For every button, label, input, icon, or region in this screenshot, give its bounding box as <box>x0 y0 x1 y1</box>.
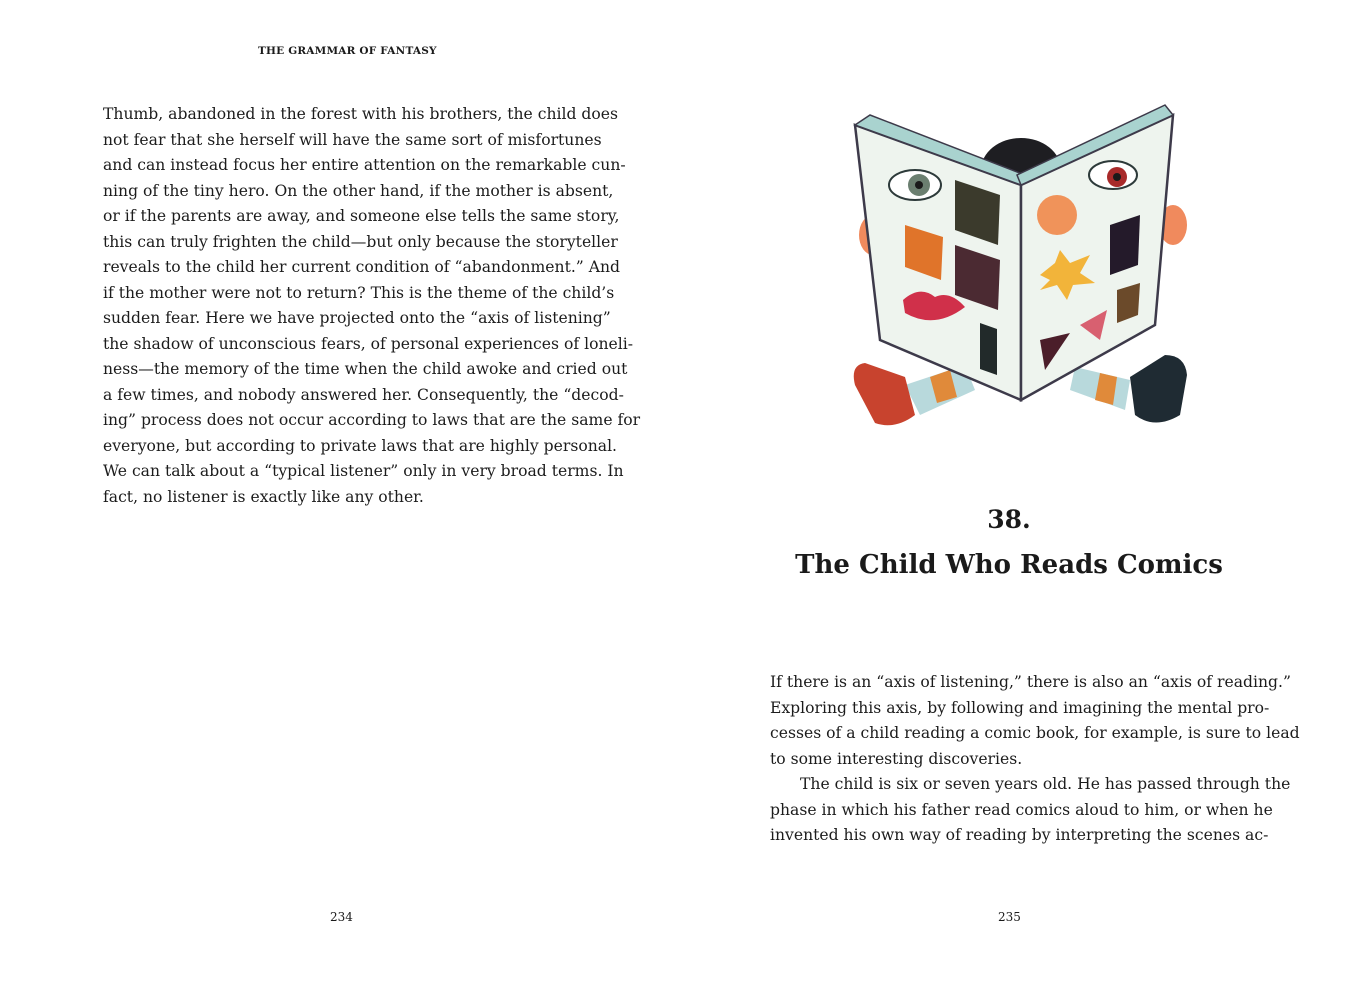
text-line: or if the parents are away, and someone else tells the same story, <box>103 207 620 225</box>
text-line: If there is an “axis of listening,” there is also an “axis of reading.” <box>770 673 1291 691</box>
text-line: ing” process does not occur according to laws that are the same for <box>103 411 641 429</box>
text-line: ness—the memory of the time when the child awoke and cried out <box>103 360 628 378</box>
text-line: phase in which his father read comics aloud to him, or when he <box>770 800 1273 819</box>
text-line: sudden fear. Here we have projected onto the “axis of listening” <box>103 309 611 327</box>
text-line: everyone, but according to private laws that are highly personal. <box>103 436 618 455</box>
text-line: fact, no listener is exactly like any other. <box>103 487 424 506</box>
text-line-paragraph-start: The child is six or seven years old. He has passed through the <box>800 775 1291 793</box>
right-body-text <box>770 670 1300 849</box>
text-line: the shadow of unconscious fears, of personal experiences of loneli- <box>103 334 633 353</box>
text-line: ning of the tiny hero. On the other hand, if the mother is absent, <box>103 181 614 200</box>
text-line: to some interesting discoveries. <box>770 749 1023 768</box>
running-head: THE GRAMMAR OF FANTASY <box>258 45 437 57</box>
text-line: invented his own way of reading by interpreting the scenes ac- <box>770 826 1269 844</box>
text-line: reveals to the child her current condition of “abandonment.” And <box>103 258 621 276</box>
chapter-number: 38. <box>987 505 1031 534</box>
left-body-text <box>103 102 641 510</box>
child-reading-comic-illustration <box>835 85 1205 435</box>
chapter-title: The Child Who Reads Comics <box>795 550 1223 580</box>
page-number: 234 <box>330 910 353 924</box>
text-line: if the mother were not to return? This is the theme of the child’s <box>103 283 615 302</box>
text-line: Exploring this axis, by following and imagining the mental pro- <box>770 698 1270 717</box>
text-line: We can talk about a “typical listener” only in very broad terms. In <box>103 462 624 480</box>
text-line: and can instead focus her entire attention on the remarkable cun- <box>103 156 626 174</box>
text-line: cesses of a child reading a comic book, for example, is sure to lead <box>770 724 1300 742</box>
text-line: Thumb, abandoned in the forest with his brothers, the child does <box>103 105 619 123</box>
left-page <box>0 0 675 1000</box>
text-line: this can truly frighten the child—but only because the storyteller <box>103 232 618 251</box>
text-line: a few times, and nobody answered her. Consequently, the “decod- <box>103 385 624 404</box>
right-page <box>675 0 1351 1000</box>
text-line: not fear that she herself will have the same sort of misfortunes <box>103 130 602 149</box>
page-number: 235 <box>998 910 1021 924</box>
